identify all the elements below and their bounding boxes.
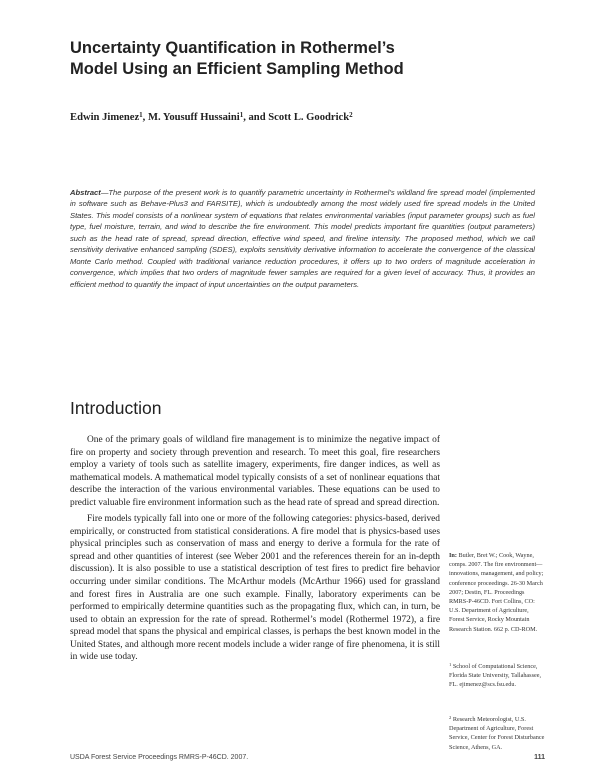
footnote-2-mark: 2 — [449, 715, 452, 720]
footnote-2 — [449, 713, 545, 752]
author-1: Edwin Jimenez — [70, 112, 140, 123]
paper-title-line-2: Model Using an Efficient Sampling Method — [70, 60, 404, 78]
author-1-mark: 1 — [139, 111, 143, 119]
paragraph-1: One of the primary goals of wildland fire management is to minimize the negative impact of fire on property and society through prevention and research. To meet this goal, fire researchers employ a variety of tools such as satellite imagery, experiments, fire danger indices, as well as mathematical models. A mathematical model typically consists of a set of nonlinear equations that describe the interaction of the various environmental variables. These equations can be used to predict valuable fire environment information such as the head rate of spread and spread direction. — [70, 435, 440, 508]
author-list — [70, 111, 353, 123]
section-heading-introduction: Introduction — [70, 398, 162, 418]
author-3-mark: 2 — [349, 111, 353, 119]
paper-title-line-1: Uncertainty Quantification in Rothermel’s — [70, 39, 395, 57]
footnote-1-mark: 1 — [449, 662, 452, 667]
body-text — [70, 434, 440, 664]
abstract-label: Abstract — [70, 188, 101, 197]
citation-label: In: — [449, 552, 457, 559]
abstract — [70, 187, 535, 290]
footer-journal: USDA Forest Service Proceedings RMRS-P-46CD. 2007. — [70, 754, 249, 761]
citation-note — [449, 551, 545, 634]
abstract-text: —The purpose of the present work is to quantify parametric uncertainty in Rothermel’s wildland fire spread model (implemented in software such as Behave-Plus3 and FARSITE), which is undoubtedly among the most widely used fire spread models in the United States. This model consists of a nonlinear system of equations that relates environmental variables (input parameter groups) such as fuel type, fuel moisture, terrain, and wind to describe the fire environment. This model predicts important fire quantities (output parameters) such as the head rate of spread, spread direction, effective wind speed, and fireline intensity. The proposed method, which we call sensitivity derivative enhanced sampling (SDES), exploits sensitivity derivative information to accelerate the convergence of the classical Monte Carlo method. Coupled with traditional variance reduction procedures, it offers up to two orders of magnitude acceleration in convergence, which implies that two orders of magnitude fewer samples are required for a given level of accuracy. Thus, it provides an efficient method to quantify the impact of input uncertainties on the output parameters. — [70, 188, 535, 289]
paper-title — [70, 38, 490, 80]
author-3: , and Scott L. Goodrick — [243, 112, 350, 123]
author-2-mark: 1 — [239, 111, 244, 119]
footnote-1 — [449, 660, 545, 690]
page-number: 111 — [534, 754, 545, 761]
paragraph-2: Fire models typically fall into one or more of the following categories: physics-based, derived empirically, or constructed from statistical considerations. A fire model that is physics-based uses physical principles such as conservation of mass and energy to derive a formula for the rate of spread and other quantities of interest (see Weber 2001 and the references therein for an in-depth discussion). It is also possible to use a statistical description of test fires to predict fire behavior occurring under similar conditions. The McArthur models (McArthur 1966) used for grassland and forest fires in Australia are one such example. Finally, laboratory experiments can be performed to empirically determine quantities such as the propagating flux, which can, in turn, be used to obtain an expression for the rate of spread. Rothermel’s model (Rothermel 1972), a fire spread model that spans the physical and empirical classes, is perhaps the best known model in the United States, and although more recent models include a wider range of fire phenomena, it is still in wide use today. — [70, 514, 440, 663]
citation-text: Butler, Bret W.; Cook, Wayne, comps. 2007. The fire environment—innovations, management, and policy; conference proceedings. 26-30 March 2007; Destin, FL. Proceedings RMRS-P-46CD. Fort Collins, CO: U.S. Department of Agriculture, Forest Service, Rocky Mountain Research Station. 662 p. CD-ROM. — [449, 552, 544, 633]
footnote-2-text: Research Meteorologist, U.S. Department of Agriculture, Forest Service, Center for Forest Disturbance Science, Athens, GA. — [449, 716, 545, 751]
footnote-1-text: School of Computational Science, Florida State University, Tallahassee, FL. ejimenez@scs.fsu.edu. — [449, 663, 542, 689]
author-2: , M. Yousuff Hussaini — [142, 112, 240, 123]
